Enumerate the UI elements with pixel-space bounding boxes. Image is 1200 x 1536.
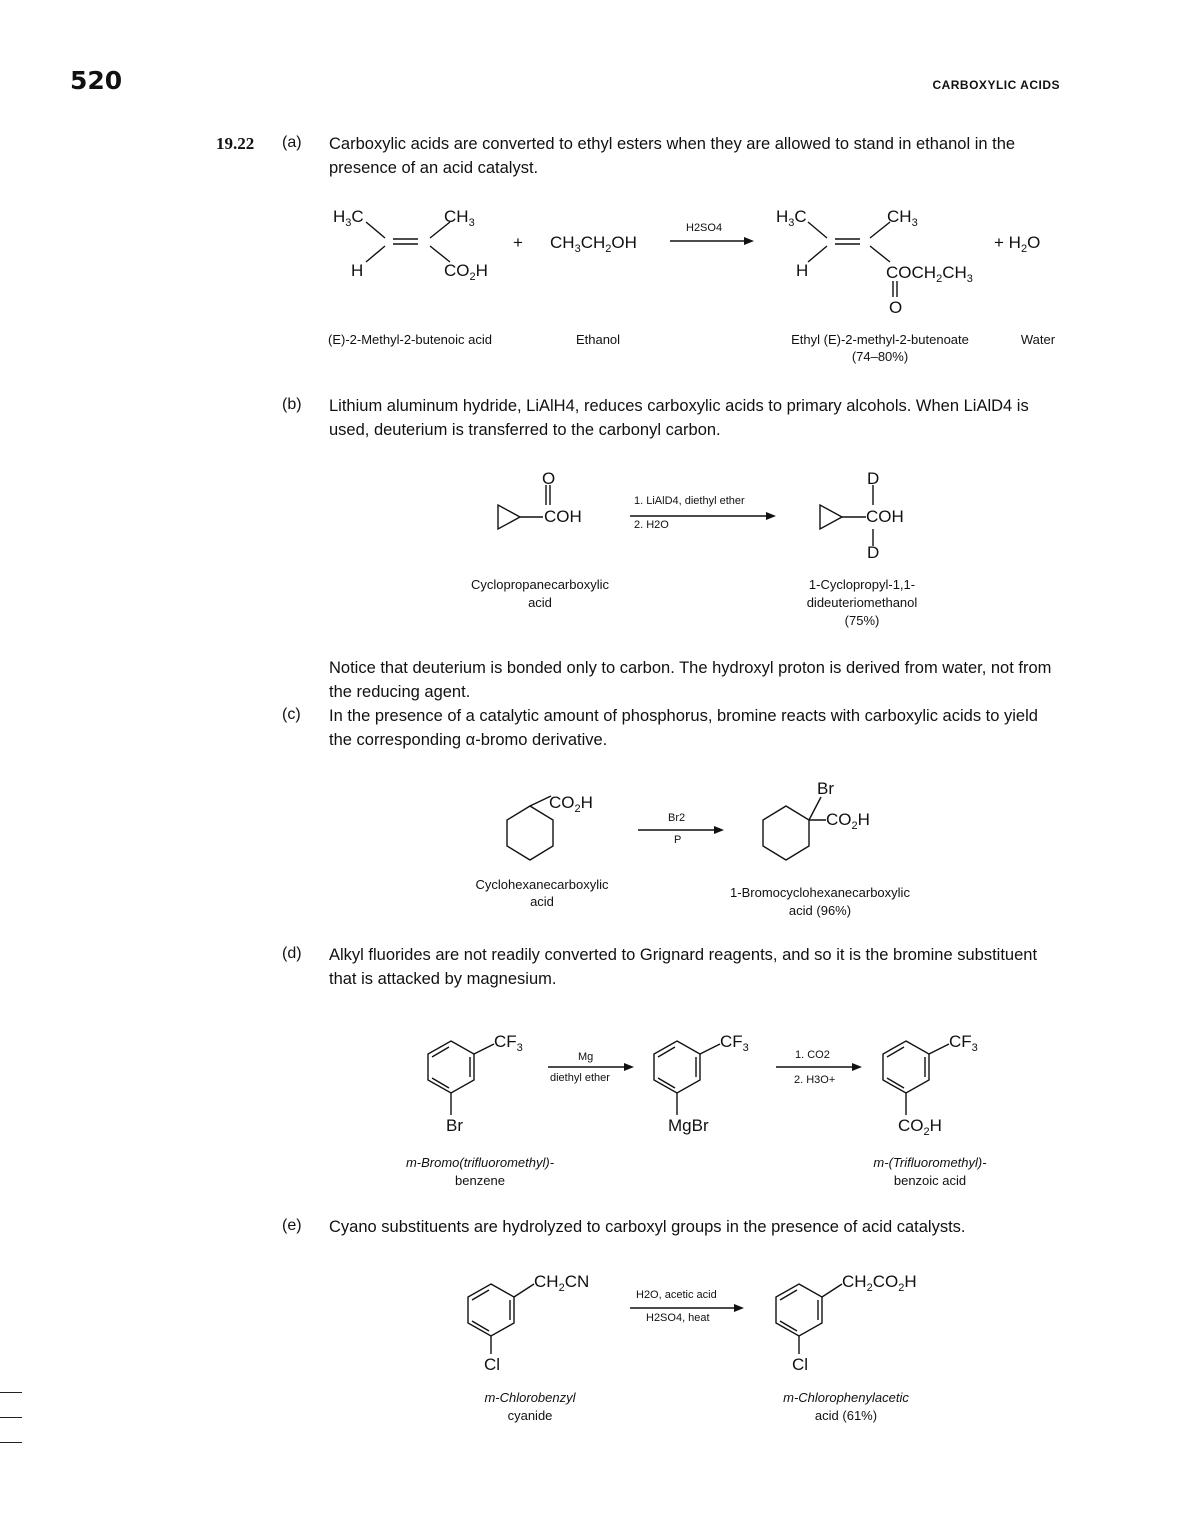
svg-text:D: D	[867, 543, 880, 562]
part-d-text: Alkyl fluorides are not readily converted to Grignard reagents, and so it is the bromine substituent that is attacked by magnesium.	[329, 946, 1038, 988]
svg-text:Cl: Cl	[484, 1355, 501, 1374]
svg-text:Br: Br	[446, 1116, 463, 1135]
caption-d-product-2: benzoic acid	[893, 1173, 967, 1188]
svg-text:CO2H: $CO_2H$	[898, 1116, 942, 1138]
svg-text:MgBr: MgBr	[668, 1116, 709, 1135]
part-c-label: (c)	[282, 706, 301, 723]
caption-a-product-yield: (74–80%)	[851, 349, 909, 364]
svg-text:H: H	[351, 261, 364, 280]
svg-text:COH: COH	[544, 507, 582, 526]
svg-text:CH3: $CH_3$	[887, 207, 918, 229]
svg-text:CH2CO2H: $CH_2CO_2H$	[842, 1272, 917, 1294]
caption-c-product-1: 1-Bromocyclohexanecarboxylic	[730, 885, 910, 900]
svg-text:Cl: Cl	[792, 1355, 809, 1374]
svg-text:O: O	[889, 298, 903, 317]
part-e-reagent-top: H2O, acetic acid	[636, 1289, 717, 1301]
caption-b-product-3: (75%)	[844, 613, 880, 628]
caption-b-product-2: dideuteriomethanol	[806, 595, 918, 610]
running-head: CARBOXYLIC ACIDS	[932, 78, 1060, 92]
caption-b-reactant-1: Cyclopropanecarboxylic	[470, 577, 609, 592]
part-c-reagent-top: Br2	[668, 812, 686, 824]
part-a-text: Carboxylic acids are converted to ethyl esters when they are allowed to stand in ethanol in the presence of an acid catalyst.	[329, 135, 1016, 177]
svg-text:CF3: $CF_3$	[494, 1032, 523, 1054]
caption-b-reactant-2: acid	[528, 595, 552, 610]
page-number: 520	[70, 66, 123, 95]
caption-c-reactant-1: Cyclohexanecarboxylic	[475, 877, 609, 892]
part-a-label: (a)	[282, 134, 302, 151]
svg-text:+: +	[513, 233, 523, 252]
part-e-text: Cyano substituents are hydrolyzed to carboxyl groups in the presence of acid catalysts.	[329, 1218, 966, 1236]
svg-text:H3C: $H_3C$	[776, 207, 807, 229]
svg-text:H3C: $H_3C$	[333, 207, 364, 229]
svg-text:H: H	[796, 261, 809, 280]
svg-text:CO2H: $CO_2H$	[549, 793, 593, 815]
caption-a-water: Water	[1020, 332, 1056, 347]
caption-c-product-2: acid (96%)	[788, 903, 852, 918]
caption-d-reactant-2: benzene	[455, 1173, 505, 1188]
svg-text:CH3CH2OH: $CH_3CH_2OH$	[550, 233, 637, 255]
caption-e-product-1: m-Chlorophenylacetic	[783, 1390, 909, 1405]
part-c-text: In the presence of a catalytic amount of phosphorus, bromine reacts with carboxylic acids to yield the corresponding α-bromo derivative.	[329, 707, 1038, 749]
svg-text:O: O	[542, 469, 556, 488]
caption-e-product-2: acid (61%)	[814, 1408, 878, 1423]
part-e-label: (e)	[282, 1217, 302, 1234]
caption-e-reactant-2: cyanide	[507, 1408, 553, 1423]
part-d-reagent2-top: 1. CO2	[795, 1049, 830, 1061]
caption-e-reactant-1: m-Chlorobenzyl	[484, 1390, 576, 1405]
svg-text:CF3: $CF_3$	[949, 1032, 978, 1054]
caption-d-product-1: m-(Trifluoromethyl)-	[873, 1155, 987, 1170]
part-b-reagent-2: 2. H2O	[634, 519, 669, 531]
part-b-reagent-1: 1. LiAlD4, diethyl ether	[634, 495, 745, 507]
caption-a-product: Ethyl (E)-2-methyl-2-butenoate	[791, 332, 969, 347]
caption-a-reactant: (E)-2-Methyl-2-butenoic acid	[327, 332, 492, 347]
margin-tick	[0, 1442, 22, 1443]
part-b-label: (b)	[282, 396, 302, 413]
caption-a-ethanol: Ethanol	[575, 332, 621, 347]
svg-text:CO2H: $CO_2H$	[444, 261, 488, 283]
part-e-reagent-bottom: H2SO4, heat	[646, 1312, 710, 1324]
part-b-note: Notice that deuterium is bonded only to carbon. The hydroxyl proton is derived from water, not from the reducing agent.	[329, 659, 1052, 701]
part-c-reagent-bottom: P	[674, 834, 682, 846]
part-a-reagent: H2SO4	[686, 222, 723, 234]
caption-d-reactant-1: m-Bromo(trifluoromethyl)-	[405, 1155, 555, 1170]
margin-tick	[0, 1417, 22, 1418]
svg-text:+ H2O: + $H_2O$	[994, 233, 1041, 255]
svg-text:COH: COH	[866, 507, 904, 526]
part-d-label: (d)	[282, 945, 302, 962]
svg-text:CH2CN: $CH_2CN$	[534, 1272, 590, 1294]
svg-text:D: D	[867, 469, 880, 488]
problem-number: 19.22	[216, 134, 255, 153]
caption-b-product-1: 1-Cyclopropyl-1,1-	[808, 577, 916, 592]
svg-text:CF3: $CF_3$	[720, 1032, 749, 1054]
part-d-reagent2-bottom: 2. H3O+	[794, 1074, 836, 1086]
part-b-text: Lithium aluminum hydride, LiAlH4, reduces carboxylic acids to primary alcohols. When LiAlD4 is used, deuterium is transferred to the carbonyl carbon.	[329, 397, 1029, 439]
svg-text:CH3: $CH_3$	[444, 207, 475, 229]
svg-text:CO2H: $CO_2H$	[826, 810, 870, 832]
caption-c-reactant-2: acid	[530, 894, 554, 909]
margin-tick	[0, 1392, 22, 1393]
svg-text:COCH2CH3: $COCH_2CH_3$	[886, 263, 973, 285]
svg-text:Br: Br	[817, 779, 834, 798]
part-d-reagent1-top: Mg	[578, 1051, 594, 1063]
part-d-reagent1-bottom: diethyl ether	[550, 1072, 610, 1084]
